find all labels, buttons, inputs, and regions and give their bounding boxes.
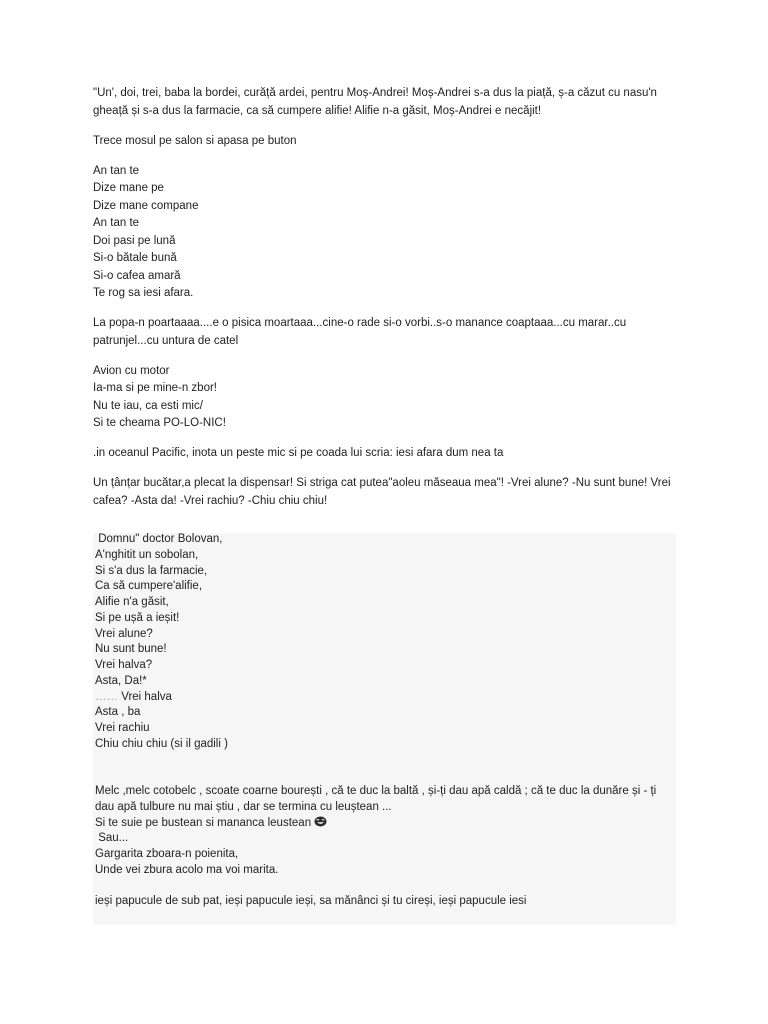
text-line: .in oceanul Pacific, inota un peste mic si pe coada lui scria: iesi afara dum nea ta <box>93 447 504 459</box>
text-line: Dize mane pe <box>93 182 164 194</box>
paragraph-rhyme-tantar <box>93 475 673 510</box>
text-line: Vrei halva? <box>95 659 153 671</box>
text-line: Asta , ba <box>95 706 141 719</box>
paragraph-rhyme-mosul-salon <box>93 133 673 151</box>
paragraph-rhyme-ocean <box>93 445 673 463</box>
paragraph-rhyme-avion <box>93 363 673 433</box>
text-line: Ia-ma si pe mine-n zbor! <box>93 382 217 394</box>
text-line: gheață și s-a dus la farmacie, ca să cumpere alifie! Alifie n-a găsit, Moș-Andrei e necăjit! <box>93 104 542 117</box>
text-line: cafea? -Asta da! -Vrei rachiu? -Chiu chiu chiu! <box>93 494 328 507</box>
text-line: Nu te iau, ca esti mic/ <box>93 399 203 412</box>
text-line: Un țânțar bucătar,a plecat la dispensar! Si striga cat putea"aoleu măseaua mea"! -Vrei alune? -Nu sunt bune! Vrei <box>93 477 671 489</box>
text-line: Dize mane compane <box>93 199 199 212</box>
text-line: Chiu chiu chiu (si il gadili ) <box>95 737 228 750</box>
text-line: Domnu" doctor Bolovan, <box>95 533 223 545</box>
text-line-with-emoji <box>95 816 673 832</box>
text-line: Sau... <box>95 832 129 845</box>
text-line: Si pe ușă a ieșit! <box>95 611 180 624</box>
text-line: Si-o bătale bună <box>93 252 177 264</box>
text-line: Alifie n'a găsit, <box>95 596 169 608</box>
text-line: Nu sunt bune! <box>95 643 167 656</box>
text-line-vrei-halva <box>95 690 673 706</box>
blank-line <box>95 753 673 769</box>
text-line: An tan te <box>93 164 140 177</box>
text-line: Melc ,melc cotobelc , scoate coarne bourești , că te duc la baltă , și-ți dau apă caldă ; că te duc la dunăre și - ți <box>95 785 657 797</box>
blank-line <box>95 768 673 784</box>
text-line: Unde vei zbura acolo ma voi marita. <box>95 863 279 876</box>
text-line: An tan te <box>93 217 140 229</box>
quoted-block <box>95 532 673 910</box>
paragraph-rhyme-mos-andrei <box>93 85 673 120</box>
text-fragment: Si te suie pe bustean si mananca leustean <box>95 816 315 829</box>
text-line: La popa-n poartaaaa....e o pisica moartaaa...cine-o rade si-o vorbi..s-o manance coaptaaa...cu marar..cu <box>93 317 627 329</box>
paragraph-rhyme-an-tan-te <box>93 163 673 303</box>
text-line: patrunjel...cu untura de catel <box>93 334 239 347</box>
text-line: Trece mosul pe salon si apasa pe buton <box>93 134 297 147</box>
text-line: Vrei alune? <box>95 627 153 640</box>
document-body <box>93 85 673 510</box>
text-line: A'nghitit un sobolan, <box>95 548 199 561</box>
text-line: dau apă tulbure nu mai știu , dar se termina cu leuștean ... <box>95 800 392 813</box>
text-line: Avion cu motor <box>93 364 170 377</box>
text-fragment: Vrei halva <box>118 690 172 703</box>
text-line: Vrei rachiu <box>95 722 150 734</box>
text-line: Si-o cafea amară <box>93 269 181 282</box>
ellipsis-dots: …… <box>95 690 118 703</box>
text-line: Te rog sa iesi afara. <box>93 287 194 299</box>
blank-line <box>95 879 673 895</box>
laughing-face-emoji-icon <box>314 816 327 827</box>
text-line: Ca să cumpere'alifie, <box>95 580 203 593</box>
text-line: "Un', doi, trei, baba la bordei, curăță ardei, pentru Moș-Andrei! Moș-Andrei s-a dus la piață, ș-a căzut cu nasu'n <box>93 87 657 99</box>
text-line: Gargarita zboara-n poienita, <box>95 848 239 860</box>
text-line: Si s'a dus la farmacie, <box>95 564 208 577</box>
text-line: Doi pasi pe lună <box>93 234 176 247</box>
paragraph-rhyme-la-popa <box>93 315 673 350</box>
text-line: Asta, Da!* <box>95 674 147 687</box>
text-line: Si te cheama PO-LO-NIC! <box>93 417 226 429</box>
text-line: ieși papucule de sub pat, ieși papucule ieși, sa mănânci și tu cireși, ieși papucule iesi <box>95 895 527 908</box>
